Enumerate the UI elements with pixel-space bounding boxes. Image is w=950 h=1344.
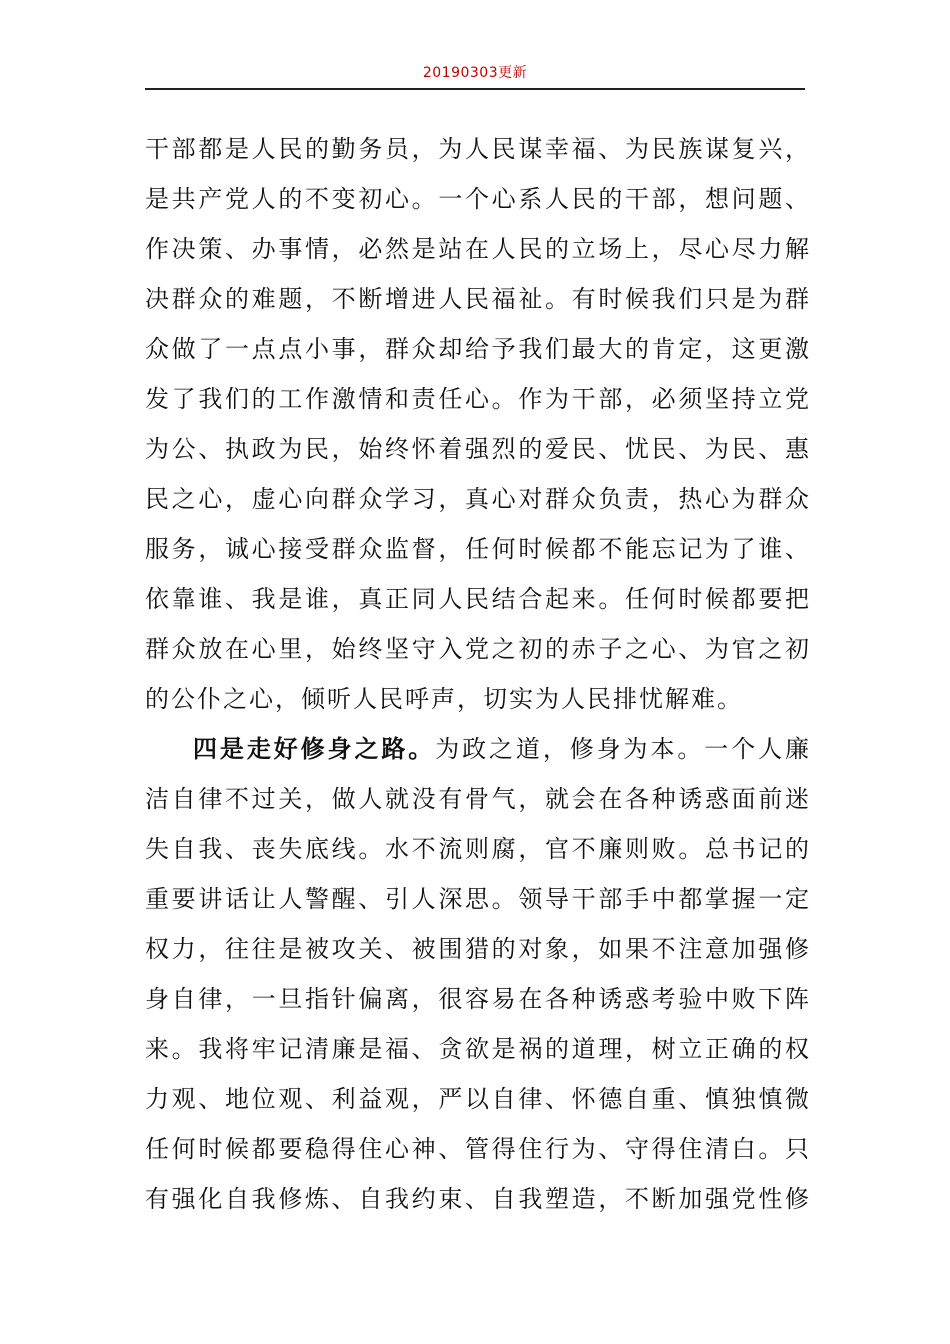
text-line: 民之心，虚心向群众学习，真心对群众负责，热心为群众 xyxy=(145,485,809,513)
text-line: 群众放在心里，始终坚守入党之初的赤子之心、为官之初 xyxy=(145,635,809,663)
text-line: 洁自律不过关，做人就没有骨气，就会在各种诱惑面前迷 xyxy=(145,785,809,813)
text-line: 决群众的难题，不断增进人民福祉。有时候我们只是为群 xyxy=(145,285,809,313)
document-body xyxy=(145,124,809,1224)
text-line: 失自我、丧失底线。水不流则腐，官不廉则败。总书记的 xyxy=(145,835,809,863)
text-line: 依靠谁、我是谁，真正同人民结合起来。任何时候都要把 xyxy=(145,585,809,613)
text-line: 服务，诚心接受群众监督，任何时候都不能忘记为了谁、 xyxy=(145,535,809,563)
text-line: 有强化自我修炼、自我约束、自我塑造，不断加强党性修 xyxy=(145,1185,809,1213)
text-line: 众做了一点点小事，群众却给予我们最大的肯定，这更激 xyxy=(145,335,809,363)
text-line: 身自律，一旦指针偏离，很容易在各种诱惑考验中败下阵 xyxy=(145,985,809,1013)
paragraph-2-first-line xyxy=(145,724,809,774)
page-header xyxy=(145,62,805,90)
text-line: 的公仆之心，倾听人民呼声，切实为人民排忧解难。 xyxy=(145,685,743,713)
first-line-rest: 为政之道，修身为本。一个人廉 xyxy=(435,735,810,763)
text-line: 是共产党人的不变初心。一个心系人民的干部，想问题、 xyxy=(145,185,809,213)
text-line: 来。我将牢记清廉是福、贪欲是祸的道理，树立正确的权 xyxy=(145,1035,809,1063)
section-heading-lead: 四是走好修身之路。 xyxy=(193,734,436,763)
text-line: 重要讲话让人警醒、引人深思。领导干部手中都掌握一定 xyxy=(145,885,809,913)
text-line: 干部都是人民的勤务员，为人民谋幸福、为民族谋复兴， xyxy=(145,135,809,163)
text-line: 任何时候都要稳得住心神、管得住行为、守得住清白。只 xyxy=(145,1135,809,1163)
paragraph-1 xyxy=(145,124,809,724)
text-line: 力观、地位观、利益观，严以自律、怀德自重、慎独慎微 xyxy=(145,1085,809,1113)
paragraph-2 xyxy=(145,724,809,1224)
header-date-text: 20190303更新 xyxy=(422,65,528,81)
text-line: 权力，往往是被攻关、被围猎的对象，如果不注意加强修 xyxy=(145,935,809,963)
text-line: 发了我们的工作激情和责任心。作为干部，必须坚持立党 xyxy=(145,385,809,413)
text-line: 为公、执政为民，始终怀着强烈的爱民、忧民、为民、惠 xyxy=(145,435,809,463)
text-line: 作决策、办事情，必然是站在人民的立场上，尽心尽力解 xyxy=(145,235,809,263)
